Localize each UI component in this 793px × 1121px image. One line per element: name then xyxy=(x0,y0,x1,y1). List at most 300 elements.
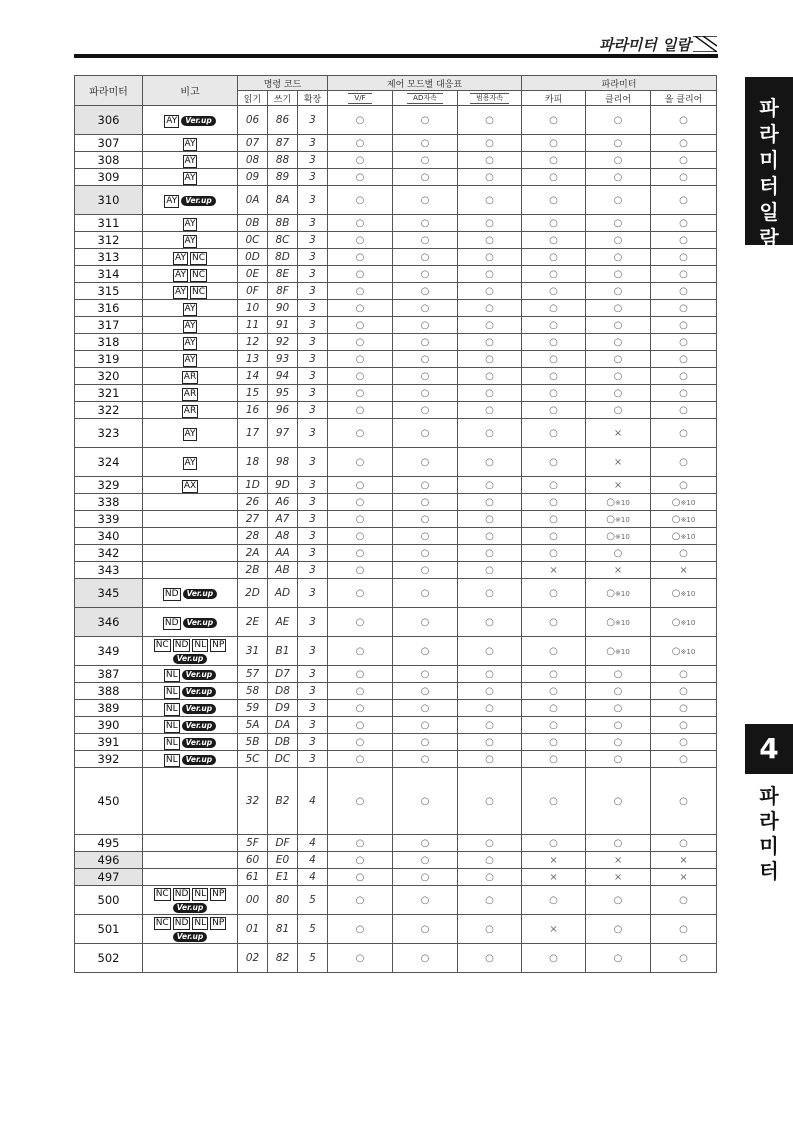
write-code: 8A xyxy=(268,186,298,215)
mode-vf: ○ xyxy=(328,477,393,494)
param-number: 390 xyxy=(75,717,143,734)
copy-flag: ○ xyxy=(522,186,586,215)
write-code: DB xyxy=(268,734,298,751)
param-number: 308 xyxy=(75,152,143,169)
note-cell xyxy=(143,869,238,886)
col-vf: V/F xyxy=(328,91,393,106)
header-rule xyxy=(74,54,718,58)
side-tab-char: 터 xyxy=(759,174,779,198)
param-number: 500 xyxy=(75,886,143,915)
mode-vf: ○ xyxy=(328,869,393,886)
note-tag: AY xyxy=(166,195,178,206)
note-tags xyxy=(181,403,199,416)
write-code: 90 xyxy=(268,300,298,317)
clear-flag: ○ xyxy=(586,385,651,402)
mode-vf: ○ xyxy=(328,528,393,545)
ext-code: 3 xyxy=(298,283,328,300)
mode-mag: ○ xyxy=(458,717,522,734)
col-mag: 범용자속 xyxy=(458,91,522,106)
read-code: 57 xyxy=(238,666,268,683)
mode-ad: ○ xyxy=(393,944,458,973)
read-code: 12 xyxy=(238,334,268,351)
table-row xyxy=(75,852,717,869)
copy-flag: × xyxy=(522,915,586,944)
mode-ad: ○ xyxy=(393,683,458,700)
side-tab-section[interactable] xyxy=(745,77,793,250)
copy-flag: ○ xyxy=(522,232,586,249)
mode-mag: ○ xyxy=(458,869,522,886)
note-tags xyxy=(163,193,180,206)
write-code: 8D xyxy=(268,249,298,266)
note-tags xyxy=(182,352,199,365)
ext-code: 3 xyxy=(298,368,328,385)
clear-flag: ○ xyxy=(586,886,651,915)
param-number: 323 xyxy=(75,419,143,448)
read-code: 10 xyxy=(238,300,268,317)
mode-ad: ○ xyxy=(393,186,458,215)
note-tag: ND xyxy=(164,617,179,628)
side-tab-chapter-number[interactable]: 4 xyxy=(745,724,793,774)
note-cell xyxy=(143,232,238,249)
note-tag: NC xyxy=(155,918,169,928)
mode-mag: ○ xyxy=(458,300,522,317)
note-tags xyxy=(162,586,182,599)
mode-mag: ○ xyxy=(458,448,522,477)
ext-code: 3 xyxy=(298,608,328,637)
ext-code: 3 xyxy=(298,169,328,186)
table-row xyxy=(75,448,717,477)
note-tags xyxy=(181,478,199,491)
note-tag: NC xyxy=(191,286,205,297)
clear-flag: ○※10 xyxy=(586,511,651,528)
col-clear: 클리어 xyxy=(586,91,651,106)
read-code: 09 xyxy=(238,169,268,186)
clear-flag: × xyxy=(586,852,651,869)
mode-ad: ○ xyxy=(393,545,458,562)
version-up-badge: Ver.up xyxy=(182,721,217,731)
clear-flag: ○ xyxy=(586,368,651,385)
param-number: 391 xyxy=(75,734,143,751)
allclear-flag: ○ xyxy=(651,215,717,232)
read-code: 58 xyxy=(238,683,268,700)
table-row xyxy=(75,266,717,283)
ext-code: 3 xyxy=(298,751,328,768)
table-row xyxy=(75,562,717,579)
clear-flag: ○ xyxy=(586,717,651,734)
mode-vf: ○ xyxy=(328,886,393,915)
note-tag: NC xyxy=(191,252,205,263)
read-code: 60 xyxy=(238,852,268,869)
mode-mag: ○ xyxy=(458,835,522,852)
note-cell xyxy=(143,266,238,283)
note-tags xyxy=(182,170,199,183)
clear-flag: ○ xyxy=(586,283,651,300)
note-tags xyxy=(163,701,181,714)
mode-mag: ○ xyxy=(458,477,522,494)
allclear-flag: ○ xyxy=(651,666,717,683)
clear-flag: ○ xyxy=(586,768,651,835)
note-cell xyxy=(143,283,238,300)
version-up-badge: Ver.up xyxy=(173,932,208,942)
ext-code: 3 xyxy=(298,419,328,448)
ext-code: 3 xyxy=(298,106,328,135)
param-number: 314 xyxy=(75,266,143,283)
mode-vf: ○ xyxy=(328,402,393,419)
allclear-flag: ○ xyxy=(651,385,717,402)
write-code: 96 xyxy=(268,402,298,419)
clear-flag: ○※10 xyxy=(586,637,651,666)
param-number: 342 xyxy=(75,545,143,562)
note-tags xyxy=(182,233,199,246)
mode-mag: ○ xyxy=(458,249,522,266)
mode-ad: ○ xyxy=(393,579,458,608)
read-code: 0D xyxy=(238,249,268,266)
note-cell xyxy=(143,637,238,666)
write-code: D9 xyxy=(268,700,298,717)
mode-ad: ○ xyxy=(393,249,458,266)
copy-flag: ○ xyxy=(522,169,586,186)
read-code: 2E xyxy=(238,608,268,637)
allclear-flag: ○ xyxy=(651,886,717,915)
mode-mag: ○ xyxy=(458,215,522,232)
write-code: 8E xyxy=(268,266,298,283)
param-number: 320 xyxy=(75,368,143,385)
note-tags xyxy=(182,318,199,331)
copy-flag: ○ xyxy=(522,545,586,562)
col-read: 읽기 xyxy=(238,91,268,106)
copy-flag: ○ xyxy=(522,511,586,528)
read-code: 0C xyxy=(238,232,268,249)
allclear-flag: ○※10 xyxy=(651,511,717,528)
ext-code: 3 xyxy=(298,579,328,608)
write-code: AD xyxy=(268,579,298,608)
side-tab-char: 일 xyxy=(759,200,779,224)
param-number: 343 xyxy=(75,562,143,579)
mode-ad: ○ xyxy=(393,300,458,317)
mode-ad: ○ xyxy=(393,368,458,385)
clear-flag: × xyxy=(586,869,651,886)
mode-vf: ○ xyxy=(328,944,393,973)
write-code: 98 xyxy=(268,448,298,477)
allclear-flag: ○ xyxy=(651,283,717,300)
mode-mag: ○ xyxy=(458,562,522,579)
mode-ad: ○ xyxy=(393,317,458,334)
copy-flag: ○ xyxy=(522,477,586,494)
side-tab-char: 파 xyxy=(759,96,779,120)
note-cell xyxy=(143,915,238,944)
note-tag: AY xyxy=(184,337,196,348)
read-code: 59 xyxy=(238,700,268,717)
note-tags xyxy=(182,335,199,348)
note-cell xyxy=(143,135,238,152)
footnote-ref: ※10 xyxy=(680,532,696,541)
write-code: 8B xyxy=(268,215,298,232)
mode-ad: ○ xyxy=(393,135,458,152)
param-number: 502 xyxy=(75,944,143,973)
read-code: 61 xyxy=(238,869,268,886)
mode-mag: ○ xyxy=(458,232,522,249)
read-code: 15 xyxy=(238,385,268,402)
clear-flag: × xyxy=(586,448,651,477)
read-code: 5C xyxy=(238,751,268,768)
note-cell xyxy=(143,700,238,717)
mode-vf: ○ xyxy=(328,579,393,608)
table-row xyxy=(75,249,717,266)
mode-ad: ○ xyxy=(393,768,458,835)
mode-vf: ○ xyxy=(328,266,393,283)
table-row xyxy=(75,869,717,886)
mode-vf: ○ xyxy=(328,283,393,300)
version-up-badge: Ver.up xyxy=(173,903,208,913)
param-number: 307 xyxy=(75,135,143,152)
version-up-badge: Ver.up xyxy=(182,704,217,714)
mode-mag: ○ xyxy=(458,915,522,944)
mode-vf: ○ xyxy=(328,700,393,717)
mode-mag: ○ xyxy=(458,751,522,768)
allclear-flag: ○ xyxy=(651,186,717,215)
table-row xyxy=(75,608,717,637)
read-code: 0B xyxy=(238,215,268,232)
ext-code: 3 xyxy=(298,528,328,545)
mode-mag: ○ xyxy=(458,768,522,835)
ext-code: 5 xyxy=(298,944,328,973)
write-code: 89 xyxy=(268,169,298,186)
col-group-parameter: 파라미터 xyxy=(522,76,717,91)
allclear-flag: ○ xyxy=(651,419,717,448)
table-row xyxy=(75,135,717,152)
write-code: A6 xyxy=(268,494,298,511)
mode-vf: ○ xyxy=(328,317,393,334)
allclear-flag: ○ xyxy=(651,751,717,768)
note-cell xyxy=(143,852,238,869)
note-tag: AY xyxy=(184,354,196,365)
param-number: 388 xyxy=(75,683,143,700)
mode-ad: ○ xyxy=(393,169,458,186)
table-row xyxy=(75,283,717,300)
mode-vf: ○ xyxy=(328,683,393,700)
footnote-ref: ※10 xyxy=(615,498,630,507)
param-number: 321 xyxy=(75,385,143,402)
table-row xyxy=(75,152,717,169)
copy-flag: ○ xyxy=(522,402,586,419)
mode-vf: ○ xyxy=(328,448,393,477)
note-cell xyxy=(143,751,238,768)
note-tag: NL xyxy=(165,686,178,697)
copy-flag: ○ xyxy=(522,283,586,300)
write-code: 8F xyxy=(268,283,298,300)
mode-mag: ○ xyxy=(458,637,522,666)
mode-vf: ○ xyxy=(328,334,393,351)
version-up-badge: Ver.up xyxy=(183,589,218,599)
param-number: 339 xyxy=(75,511,143,528)
read-code: 17 xyxy=(238,419,268,448)
note-tags xyxy=(172,284,208,297)
note-tags xyxy=(163,113,180,126)
copy-flag: ○ xyxy=(522,106,586,135)
note-tag: ND xyxy=(164,588,179,599)
table-row xyxy=(75,169,717,186)
copy-flag: ○ xyxy=(522,700,586,717)
note-tag: AY xyxy=(175,269,186,280)
mode-ad: ○ xyxy=(393,152,458,169)
table-row xyxy=(75,334,717,351)
note-tag: AY xyxy=(184,303,196,314)
table-row xyxy=(75,734,717,751)
read-code: 13 xyxy=(238,351,268,368)
note-cell xyxy=(143,511,238,528)
mode-ad: ○ xyxy=(393,266,458,283)
allclear-flag: ○ xyxy=(651,249,717,266)
mode-vf: ○ xyxy=(328,852,393,869)
col-allclear: 올 클리어 xyxy=(651,91,717,106)
note-tags xyxy=(181,369,199,382)
ext-code: 4 xyxy=(298,852,328,869)
ext-code: 3 xyxy=(298,266,328,283)
ext-code: 3 xyxy=(298,545,328,562)
mode-ad: ○ xyxy=(393,351,458,368)
mode-ad: ○ xyxy=(393,666,458,683)
allclear-flag: ○ xyxy=(651,135,717,152)
allclear-flag: ○ xyxy=(651,768,717,835)
clear-flag: ○ xyxy=(586,106,651,135)
note-tags xyxy=(143,638,237,652)
clear-flag: ○ xyxy=(586,666,651,683)
table-row xyxy=(75,317,717,334)
ext-code: 3 xyxy=(298,402,328,419)
col-param: 파라미터 xyxy=(75,76,143,106)
footnote-ref: ※10 xyxy=(680,498,696,507)
mode-mag: ○ xyxy=(458,402,522,419)
mode-vf: ○ xyxy=(328,351,393,368)
allclear-flag: ○ xyxy=(651,683,717,700)
note-tags xyxy=(163,752,181,765)
version-up-badge: Ver.up xyxy=(182,738,217,748)
badge-line xyxy=(143,930,237,942)
copy-flag: ○ xyxy=(522,448,586,477)
mode-ad: ○ xyxy=(393,717,458,734)
note-cell xyxy=(143,579,238,608)
read-code: 2A xyxy=(238,545,268,562)
note-cell xyxy=(143,249,238,266)
param-number: 387 xyxy=(75,666,143,683)
read-code: 06 xyxy=(238,106,268,135)
note-tag: AR xyxy=(183,371,197,382)
mode-vf: ○ xyxy=(328,545,393,562)
write-code: AA xyxy=(268,545,298,562)
ext-code: 3 xyxy=(298,249,328,266)
write-code: 8C xyxy=(268,232,298,249)
clear-flag: ○ xyxy=(586,545,651,562)
clear-flag: ○ xyxy=(586,700,651,717)
footnote-ref: ※10 xyxy=(615,589,630,598)
allclear-flag: ○ xyxy=(651,106,717,135)
allclear-flag: ○ xyxy=(651,368,717,385)
param-number: 317 xyxy=(75,317,143,334)
read-code: 31 xyxy=(238,637,268,666)
allclear-flag: ○※10 xyxy=(651,579,717,608)
side-tab-char: 터 xyxy=(759,859,779,883)
note-tag: AY xyxy=(184,138,196,149)
copy-flag: ○ xyxy=(522,608,586,637)
note-cell xyxy=(143,477,238,494)
mode-mag: ○ xyxy=(458,385,522,402)
read-code: 1D xyxy=(238,477,268,494)
write-code: 94 xyxy=(268,368,298,385)
allclear-flag: ○ xyxy=(651,351,717,368)
note-cell xyxy=(143,402,238,419)
ext-code: 3 xyxy=(298,700,328,717)
copy-flag: ○ xyxy=(522,368,586,385)
write-code: E1 xyxy=(268,869,298,886)
copy-flag: ○ xyxy=(522,579,586,608)
allclear-flag: × xyxy=(651,869,717,886)
write-code: B2 xyxy=(268,768,298,835)
note-tag: AY xyxy=(184,155,196,166)
copy-flag: ○ xyxy=(522,886,586,915)
clear-flag: ○ xyxy=(586,751,651,768)
col-ad: AD자속 xyxy=(393,91,458,106)
write-code: 86 xyxy=(268,106,298,135)
note-tags xyxy=(163,667,181,680)
mode-vf: ○ xyxy=(328,106,393,135)
table-row xyxy=(75,300,717,317)
side-tab-chapter-label xyxy=(745,784,793,884)
note-tag: AR xyxy=(183,388,197,399)
table-row xyxy=(75,106,717,135)
version-up-badge: Ver.up xyxy=(181,116,216,126)
note-cell xyxy=(143,300,238,317)
note-cell xyxy=(143,683,238,700)
write-code: 93 xyxy=(268,351,298,368)
mode-vf: ○ xyxy=(328,169,393,186)
copy-flag: ○ xyxy=(522,768,586,835)
clear-flag: ○※10 xyxy=(586,579,651,608)
mode-ad: ○ xyxy=(393,852,458,869)
param-number: 322 xyxy=(75,402,143,419)
note-tag: AX xyxy=(183,480,197,491)
write-code: 97 xyxy=(268,419,298,448)
clear-flag: × xyxy=(586,477,651,494)
note-tag: AY xyxy=(184,172,196,183)
ext-code: 3 xyxy=(298,494,328,511)
note-tags xyxy=(181,386,199,399)
mode-vf: ○ xyxy=(328,232,393,249)
note-tag: NP xyxy=(212,918,225,928)
note-tag: NL xyxy=(165,737,178,748)
mode-vf: ○ xyxy=(328,135,393,152)
note-tags xyxy=(182,136,199,149)
write-code: E0 xyxy=(268,852,298,869)
side-tab-char: 람 xyxy=(759,226,779,250)
ext-code: 5 xyxy=(298,886,328,915)
note-cell xyxy=(143,835,238,852)
mode-ad: ○ xyxy=(393,215,458,232)
read-code: 08 xyxy=(238,152,268,169)
clear-flag: ○ xyxy=(586,135,651,152)
col-ext: 확장 xyxy=(298,91,328,106)
mode-vf: ○ xyxy=(328,637,393,666)
clear-flag: ○※10 xyxy=(586,494,651,511)
write-code: AB xyxy=(268,562,298,579)
copy-flag: ○ xyxy=(522,266,586,283)
write-code: 95 xyxy=(268,385,298,402)
ext-code: 3 xyxy=(298,477,328,494)
note-cell xyxy=(143,419,238,448)
badge-line xyxy=(143,652,237,664)
mode-vf: ○ xyxy=(328,666,393,683)
param-number: 450 xyxy=(75,768,143,835)
copy-flag: × xyxy=(522,852,586,869)
